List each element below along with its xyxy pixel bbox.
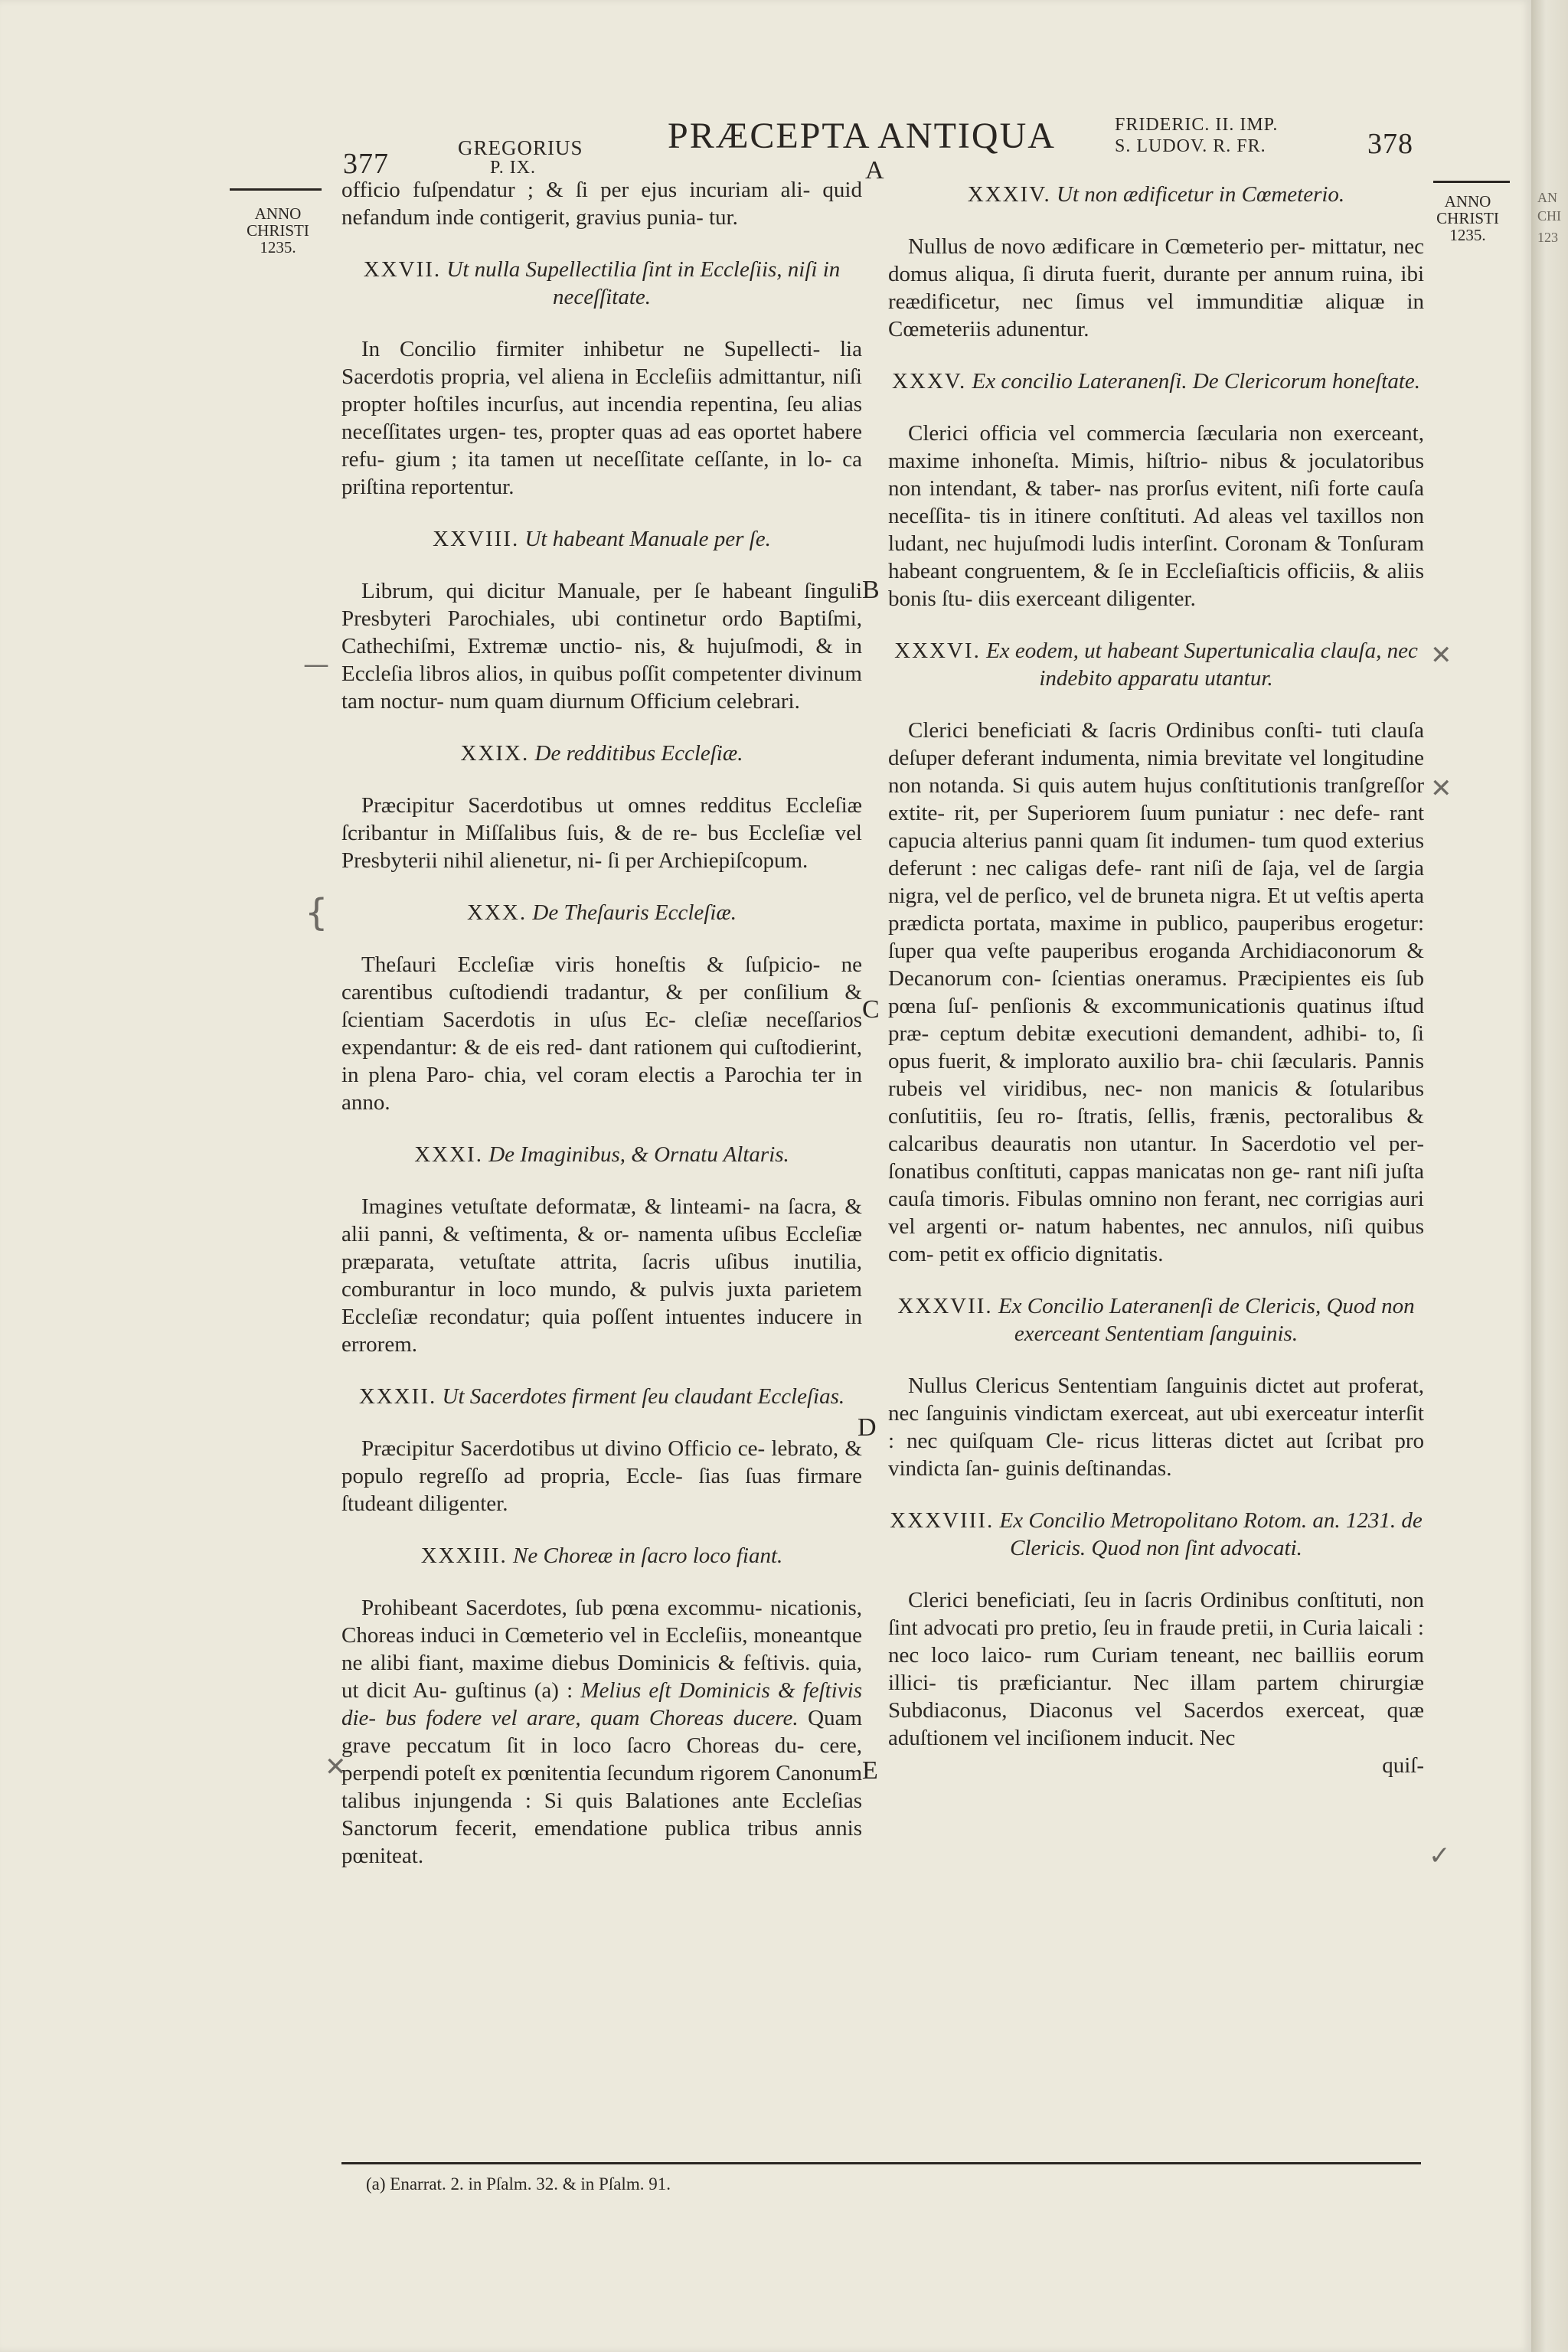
section-heading-36: XXXVI. Ex eodem, ut habeant Supertunicalia clauſa, nec indebito apparatu utantur. (894, 639, 1418, 691)
next-page-edge (1531, 0, 1568, 2352)
section-heading-35: XXXV. Ex concilio Lateranenſi. De Clericorum honeſtate. (891, 369, 1421, 394)
paragraph-32: Præcipitur Sacerdotibus ut divino Officio ce- lebrato, & populo regreſſo ad propria, Eccle- ſias ſuas firmare ſtudeant diligenter. (341, 1436, 862, 1516)
pencil-dash-mark: — (303, 649, 329, 680)
pencil-bracket-mark: { (305, 891, 328, 934)
paragraph-intro: officio fuſpendatur ; & ſi per ejus incuriam ali- quid nefandum inde contigerit, gravius punia- tur. (341, 178, 862, 230)
section-heading-30: XXX. De Theſauris Eccleſiæ. (467, 900, 737, 925)
section-heading-34: XXXIV. Ut non ædificetur in Cœmeterio. (967, 182, 1345, 207)
catchword: quiſ- (1382, 1753, 1424, 1778)
section-letter-e: E (862, 1756, 878, 1785)
header-right-line2: S. LUDOV. R. FR. (1115, 136, 1266, 156)
pencil-cross-mark: ✕ (325, 1752, 347, 1782)
section-heading-32: XXXII. Ut Sacerdotes firment ſeu claudant Eccleſias. (358, 1384, 845, 1409)
section-heading-33: XXXIII. Ne Choreæ in ſacro loco fiant. (420, 1544, 783, 1568)
next-page-fragment: 123 (1537, 230, 1558, 245)
paragraph-30: Theſauri Eccleſiæ viris honeſtis & ſuſpicio- ne carentibus cuſtodiendi tradantur, & per conſilium & ſcientiam Sacerdotis in uſus Ec- cleſiæ neceſſarios expendantur: & de eis red- dant rationem qui cuſtodierint, in plena Paro- chia, vel coram electis a Parochia ter in anno. (341, 952, 862, 1115)
margin-rule-left (230, 188, 322, 191)
paragraph-31: Imagines vetuſtate deformatæ, & linteami- na ſacra, & alii panni, & veſtimenta, & or- namenta uſibus Eccleſiæ præparata, vetuſtate attrita, ſacris uſibus inutilia, comburantur in loco mundo, & pulvis juxta parietem Eccleſiæ recondatur; quia poſſent intuentes inducere in errorem. (341, 1194, 862, 1357)
footnote: (a) Enarrat. 2. in Pſalm. 32. & in Pſalm. 91. (366, 2174, 671, 2194)
section-letter-a: A (865, 156, 884, 185)
pencil-cross-mark: ✕ (1430, 773, 1452, 804)
pencil-cross-mark: ✕ (1430, 640, 1452, 671)
margin-note-left: ANNO CHRISTI 1235. (247, 204, 309, 256)
section-heading-27: XXVII. Ut nulla Supellectilia ſint in Eccleſiis, niſi in neceſſitate. (363, 257, 841, 309)
paragraph-29: Præcipitur Sacerdotibus ut omnes redditus Eccleſiæ ſcribantur in Miſſalibus ſuis, & de re- bus Eccleſiæ vel Presbyterii nihil alienetur, ni- ſi per Archiepiſcopum. (341, 793, 862, 873)
section-heading-31: XXXI. De Imaginibus, & Ornatu Altaris. (414, 1142, 789, 1167)
footnote-rule (341, 2162, 1421, 2164)
margin-rule-right (1433, 181, 1510, 183)
section-heading-29: XXIX. De redditibus Eccleſiæ. (460, 741, 743, 766)
paragraph-33: Prohibeant Sacerdotes, ſub pœna excommu- nicationis, Choreas induci in Cœmeterio vel in Eccleſiis, moneantque ne alibi fiant, maxime diebus Dominicis & feſtivis. quia, ut dicit Au- guſtinus (a) : Melius eſt Dominicis & feſtivis die- bus fodere vel arare, quam Choreas ducere. Quam grave peccatum ſit in loco ſacro Choreas du- cere, perpendi poteſt ex pœnitentia ſecundum rigorem Canonum talibus injungenda : Si quis Balationes ante Eccleſias Sanctorum fecerit, emendatione publica tribus annis pœniteat. (341, 1596, 862, 1868)
paragraph-27: In Concilio firmiter inhibetur ne Supellecti- lia Sacerdotis propria, vel aliena in Eccleſiis admittantur, niſi propter hoſtiles incurſus, aut incendia repentina, ſeu alias neceſſitates urgen- tes, propter quas ad eas oportet habere refu- gium ; ita tamen ut neceſſitate ceſſante, in lo- ca priſtina reportentur. (341, 337, 862, 499)
section-letter-c: C (862, 995, 880, 1024)
paragraph-38: Clerici beneficiati, ſeu in ſacris Ordinibus conſtituti, non ſint advocati pro pretio, ſeu in fraude pretii, in Curia laicali : nec loco laico- rum Curiam teneant, nec bailliis eorum illici- tis præficiantur. Nec illam partem chirurgiæ Subdiaconus, Diaconus vel Sacerdos exerceat, quæ aduſtionem vel inciſionem inducit. Nec (888, 1588, 1424, 1750)
paragraph-37: Nullus Clericus Sententiam ſanguinis dictet aut proferat, nec ſanguinis vindictam exerceat, aut ubi exerceatur interſit : nec quiſquam Cle- ricus litteras dictet aut ſcribat pro vindicta ſan- guinis deſtinandas. (888, 1374, 1424, 1481)
paragraph-35: Clerici officia vel commercia ſæcularia non exerceant, maxime inhoneſta. Mimis, hiſtrio- nibus & joculatoribus non intendant, & taber- nas prorſus evitent, niſi forte cauſa neceſſita- tis in itinere conſtituti. Ad aleas vel taxillos non ludant, nec hujuſmodi ludis interſint. Coronam & Tonſuram habeant congruentem, & ſe in Eccleſiaſticis officiis, & aliis bonis ſtu- diis exerceant diligenter. (888, 421, 1424, 611)
section-letter-d: D (858, 1413, 877, 1442)
augustine-quote: Melius eſt Dominicis & feſtivis die- bus fodere vel arare, quam Choreas ducere. (341, 1678, 862, 1730)
page-number-right: 378 (1367, 128, 1413, 160)
section-heading-38: XXXVIII. Ex Concilio Metropolitano Rotom. an. 1231. de Clericis. Quod non ſint advocati. (890, 1508, 1423, 1560)
section-heading-28: XXVIII. Ut habeant Manuale per ſe. (433, 527, 771, 551)
left-column (341, 176, 862, 1870)
paragraph-36: Clerici beneficiati & ſacris Ordinibus conſti- tuti clauſa deſuper deferant indumenta, nimia brevitate vel longitudine non notanda. Si quis autem hujus conſtitutionis tranſgreſſor extite- rit, per Superiorem ſuum puniatur : nec defe- rant capucia alterius panni quam ſit indumen- tum quod exterius deferunt : nec caligas defe- rant niſi de ſaja, vel de ſargia nigra, vel de perſico, vel de bruneta nigra. Et ut veſtis aperta prædicta portata, maxime in publico, pauperibus erogetur: ſuper qua veſte pauperibus eroganda Archidiaconorum & Decanorum con- ſcientias oneramus. Præcipientes eis ſub pœna ſuſ- penſionis & excommunicationis quatinus iſtud præ- ceptum debitæ executioni demandent, adhibi- to, ſi opus fuerit, & implorato auxilio bra- chii ſæcularis. Pannis rubeis vel viridibus, nec- non manicis & ſotularibus conſutitiis, ſeu ro- ſtratis, ſellis, frænis, pectoralibus & calcaribus deauratis non utantur. In Sacerdotio vel per- ſonatibus conſtituti, cappas manicatas non ge- rant niſi juſta cauſa timoris. Fibulas omnino non ferant, nec corrigias auri vel argenti or- natum habentes, nec annulos, niſi quibus com- petit ex officio dignitatis. (888, 718, 1424, 1266)
paragraph-34: Nullus de novo ædificare in Cœmeterio per- mittatur, nec domus aliqua, ſi diruta fuerit, durante per annum ruina, ibi reædificetur, nec ſimus vel immunditiæ aliquæ in Cœmeteriis adunentur. (888, 234, 1424, 341)
section-letter-b: B (862, 576, 880, 604)
next-page-fragment: AN (1537, 190, 1557, 205)
header-author: GREGORIUS (458, 136, 583, 159)
header-pope: P. IX. (490, 158, 537, 178)
next-page-fragment: CHI (1537, 208, 1561, 224)
header-right-line1: FRIDERIC. II. IMP. (1115, 115, 1279, 135)
paragraph-28: Librum, qui dicitur Manuale, per ſe habeant ſinguli Presbyteri Parochiales, ubi continetur ordo Baptiſmi, Cathechiſmi, Extremæ unctio- nis, & hujuſmodi, & in Eccleſia libros alios, in quibus poſſit competenter divinum tam noctur- num quam diurnum Officium celebrari. (341, 579, 862, 714)
page-number-left: 377 (343, 148, 389, 180)
section-heading-37: XXXVII. Ex Concilio Lateranenſi de Clericis, Quod non exerceant Sententiam ſanguinis. (897, 1294, 1415, 1346)
pencil-check-mark: ✓ (1429, 1841, 1451, 1871)
right-column (888, 181, 1424, 1779)
margin-note-right: ANNO CHRISTI 1235. (1436, 192, 1499, 244)
header-title: PRÆCEPTA ANTIQUA (668, 116, 1056, 156)
